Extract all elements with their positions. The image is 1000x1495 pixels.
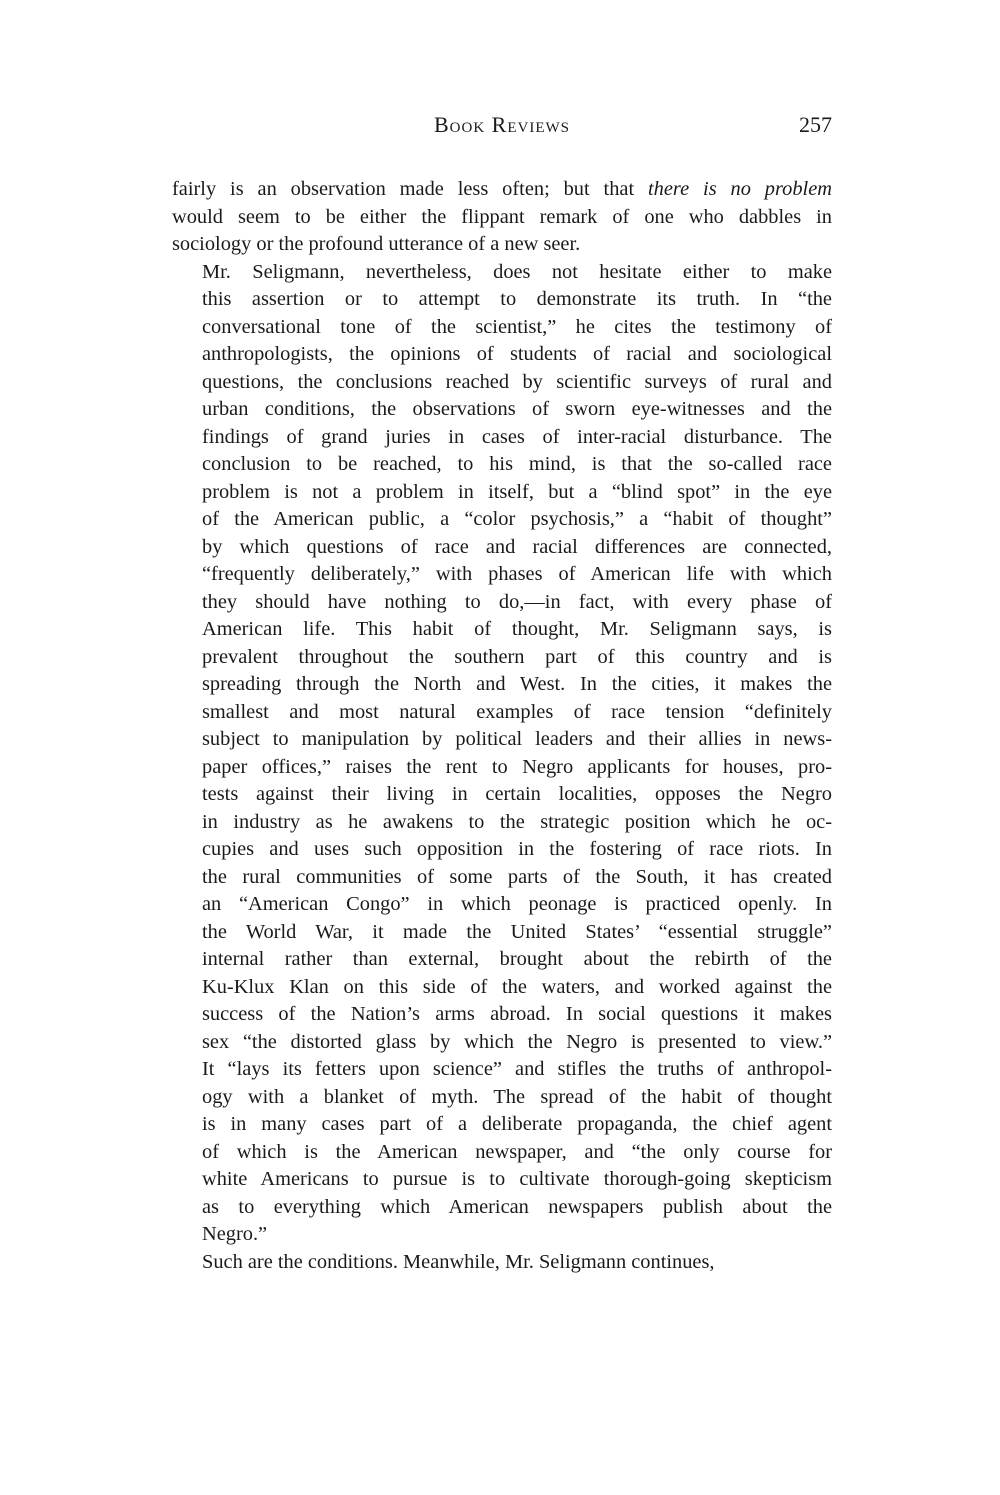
text-line: “frequently deliberately,” with phases of American life with which <box>202 563 832 585</box>
text-line: of the American public, a “color psychosis,” a “habit of thought” <box>202 508 832 530</box>
text-line: anthropologists, the opinions of students of racial and sociological <box>202 343 832 365</box>
text-line: conclusion to be reached, to his mind, is that the so-called race <box>202 453 832 475</box>
text-line: smallest and most natural examples of race tension “definitely <box>202 700 832 723</box>
text-line: American life. This habit of thought, Mr. Seligmann says, is <box>202 618 832 640</box>
text-line: ogy with a blanket of myth. The spread of the habit of thought <box>202 1085 832 1108</box>
text-line: this assertion or to attempt to demonstrate its truth. In “the <box>202 288 832 310</box>
paragraph-1 <box>172 176 832 259</box>
text-line: urban conditions, the observations of sworn eye-witnesses and the <box>202 398 832 420</box>
text-line: subject to manipulation by political leaders and their allies in news- <box>202 728 832 750</box>
text-line: an “American Congo” in which peonage is practiced openly. In <box>202 893 832 915</box>
paragraph-2 <box>172 259 832 1249</box>
text-line: in industry as he awakens to the strategic position which he oc- <box>202 810 832 833</box>
text-line: as to everything which American newspapers publish about the <box>202 1195 832 1218</box>
review-body <box>172 176 832 1276</box>
text-line: would seem to be either the flippant remark of one who dabbles in <box>172 205 832 228</box>
text-line: sociology or the profound utterance of a new seer. <box>172 233 581 255</box>
text-line: success of the Nation’s arms abroad. In social questions it makes <box>202 1003 832 1025</box>
text-line: Such are the conditions. Meanwhile, Mr. Seligmann continues, <box>202 1250 715 1273</box>
text-line: Ku-Klux Klan on this side of the waters, and worked against the <box>202 975 832 998</box>
text-line: findings of grand juries in cases of inter-racial disturbance. The <box>202 425 832 448</box>
text-line: by which questions of race and racial differences are connected, <box>202 535 832 558</box>
text-line: problem is not a problem in itself, but a “blind spot” in the eye <box>202 480 832 503</box>
text-line: is in many cases part of a deliberate propaganda, the chief agent <box>202 1113 832 1135</box>
running-head-title: Book Reviews <box>434 112 570 137</box>
text-line: paper offices,” raises the rent to Negro applicants for houses, pro- <box>202 755 832 778</box>
text-line: prevalent throughout the southern part of this country and is <box>202 645 832 668</box>
text-line: of which is the American newspaper, and “the only course for <box>202 1140 832 1163</box>
text-line: Mr. Seligmann, nevertheless, does not hesitate either to make <box>202 260 832 283</box>
text-line: internal rather than external, brought about the rebirth of the <box>202 948 832 970</box>
running-head <box>172 112 832 150</box>
text-line: white Americans to pursue is to cultivate thorough-going skepticism <box>202 1168 832 1190</box>
italic-phrase: there is no problem <box>648 178 832 200</box>
text-line: Negro.” <box>202 1223 268 1245</box>
text-line: the World War, it made the United States’ “essential struggle” <box>202 920 832 943</box>
text-line: spreading through the North and West. In the cities, it makes the <box>202 673 832 695</box>
page-number: 257 <box>799 112 832 137</box>
text-line: the rural communities of some parts of the South, it has created <box>202 865 832 888</box>
text-line: fairly is an observation made less often; but that there is no problem <box>172 178 832 200</box>
text-line: It “lays its fetters upon science” and stifles the truths of anthropol- <box>202 1058 832 1080</box>
text-line: they should have nothing to do,—in fact, with every phase of <box>202 590 832 613</box>
text-line: sex “the distorted glass by which the Negro is presented to view.” <box>202 1030 832 1053</box>
text-line: cupies and uses such opposition in the fostering of race riots. In <box>202 838 832 860</box>
text-line: questions, the conclusions reached by scientific surveys of rural and <box>202 370 832 393</box>
text-line: conversational tone of the scientist,” he cites the testimony of <box>202 315 832 338</box>
text-line: tests against their living in certain localities, opposes the Negro <box>202 783 832 805</box>
book-page <box>172 112 832 1276</box>
paragraph-3 <box>172 1249 832 1277</box>
